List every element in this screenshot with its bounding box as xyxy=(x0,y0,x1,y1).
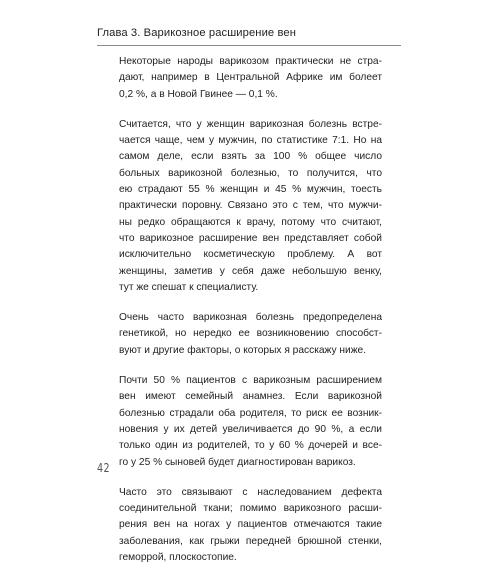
text-line: больных варикозной болезнью, то получится, что xyxy=(119,167,382,179)
text-line: 0,2 %, а в Новой Гвинее — 0,1 %. xyxy=(119,88,278,100)
text-line: женщины, заметив у себя даже небольшую венку, xyxy=(119,265,382,277)
page-number: 42 xyxy=(97,461,111,475)
text-line: новения у их детей увеличивается до 90 %, а если xyxy=(119,423,382,435)
paragraph xyxy=(119,54,382,103)
paragraph xyxy=(119,485,382,566)
text-line: что варикозное расширение вен представляет собой xyxy=(119,232,382,244)
text-line: Некоторые народы варикозом практически не стра- xyxy=(119,56,382,67)
text-line: Часто это связывают с наследованием дефекта xyxy=(119,486,382,498)
text-line: Считается, что у женщин варикозная болезнь встре- xyxy=(119,118,382,130)
paragraph xyxy=(119,117,382,296)
running-header: Глава 3. Варикозное расширение вен xyxy=(97,27,296,39)
text-line: самом деле, если взять за 100 % общее число xyxy=(119,151,382,163)
text-line: Почти 50 % пациентов с варикозным расширением xyxy=(119,375,382,387)
text-line: ны редко обращаются к врачу, потому что считают, xyxy=(119,216,382,228)
text-line: исключительно косметическую проблему. А вот xyxy=(119,249,382,261)
text-line: вуют и другие факторы, о которых я расскажу ниже. xyxy=(119,344,367,356)
paragraph xyxy=(119,373,382,471)
text-line: чается чаще, чем у мужчин, по статистике 7:1. Но на xyxy=(119,135,382,147)
text-line: геморрой, плоскостопие. xyxy=(119,552,237,564)
header-rule xyxy=(97,45,401,46)
text-line: Очень часто варикозная болезнь предопределена xyxy=(119,312,382,324)
text-line: дают, например в Центральной Африке им болеет xyxy=(119,72,382,84)
text-line: болезнью страдали оба родителя, то риск ее возник- xyxy=(119,407,382,419)
text-line: только один из родителей, то у 60 % дочерей и все- xyxy=(119,440,382,452)
text-line: соединительной ткани; помимо варикозного расши- xyxy=(119,503,382,515)
text-line: практически поровну. Связано это с тем, что мужчи- xyxy=(119,200,382,212)
text-line: генетикой, но нередко ее возникновению способст- xyxy=(119,328,382,340)
paragraph xyxy=(119,310,382,359)
text-line: ею страдают 55 % женщин и 45 % мужчин, тоесть xyxy=(119,184,382,196)
text-line: тут же спешат к специалисту. xyxy=(119,281,259,293)
body-text xyxy=(119,54,382,580)
text-line: го у 25 % сыновей будет диагностирован варикоз. xyxy=(119,456,356,468)
text-line: вен имеют семейный анамнез. Если варикозной xyxy=(119,391,382,403)
text-line: заболевания, как грыжи передней брюшной стенки, xyxy=(119,535,382,547)
text-line: рения вен на ногах у пациентов отмечаются такие xyxy=(119,519,382,531)
